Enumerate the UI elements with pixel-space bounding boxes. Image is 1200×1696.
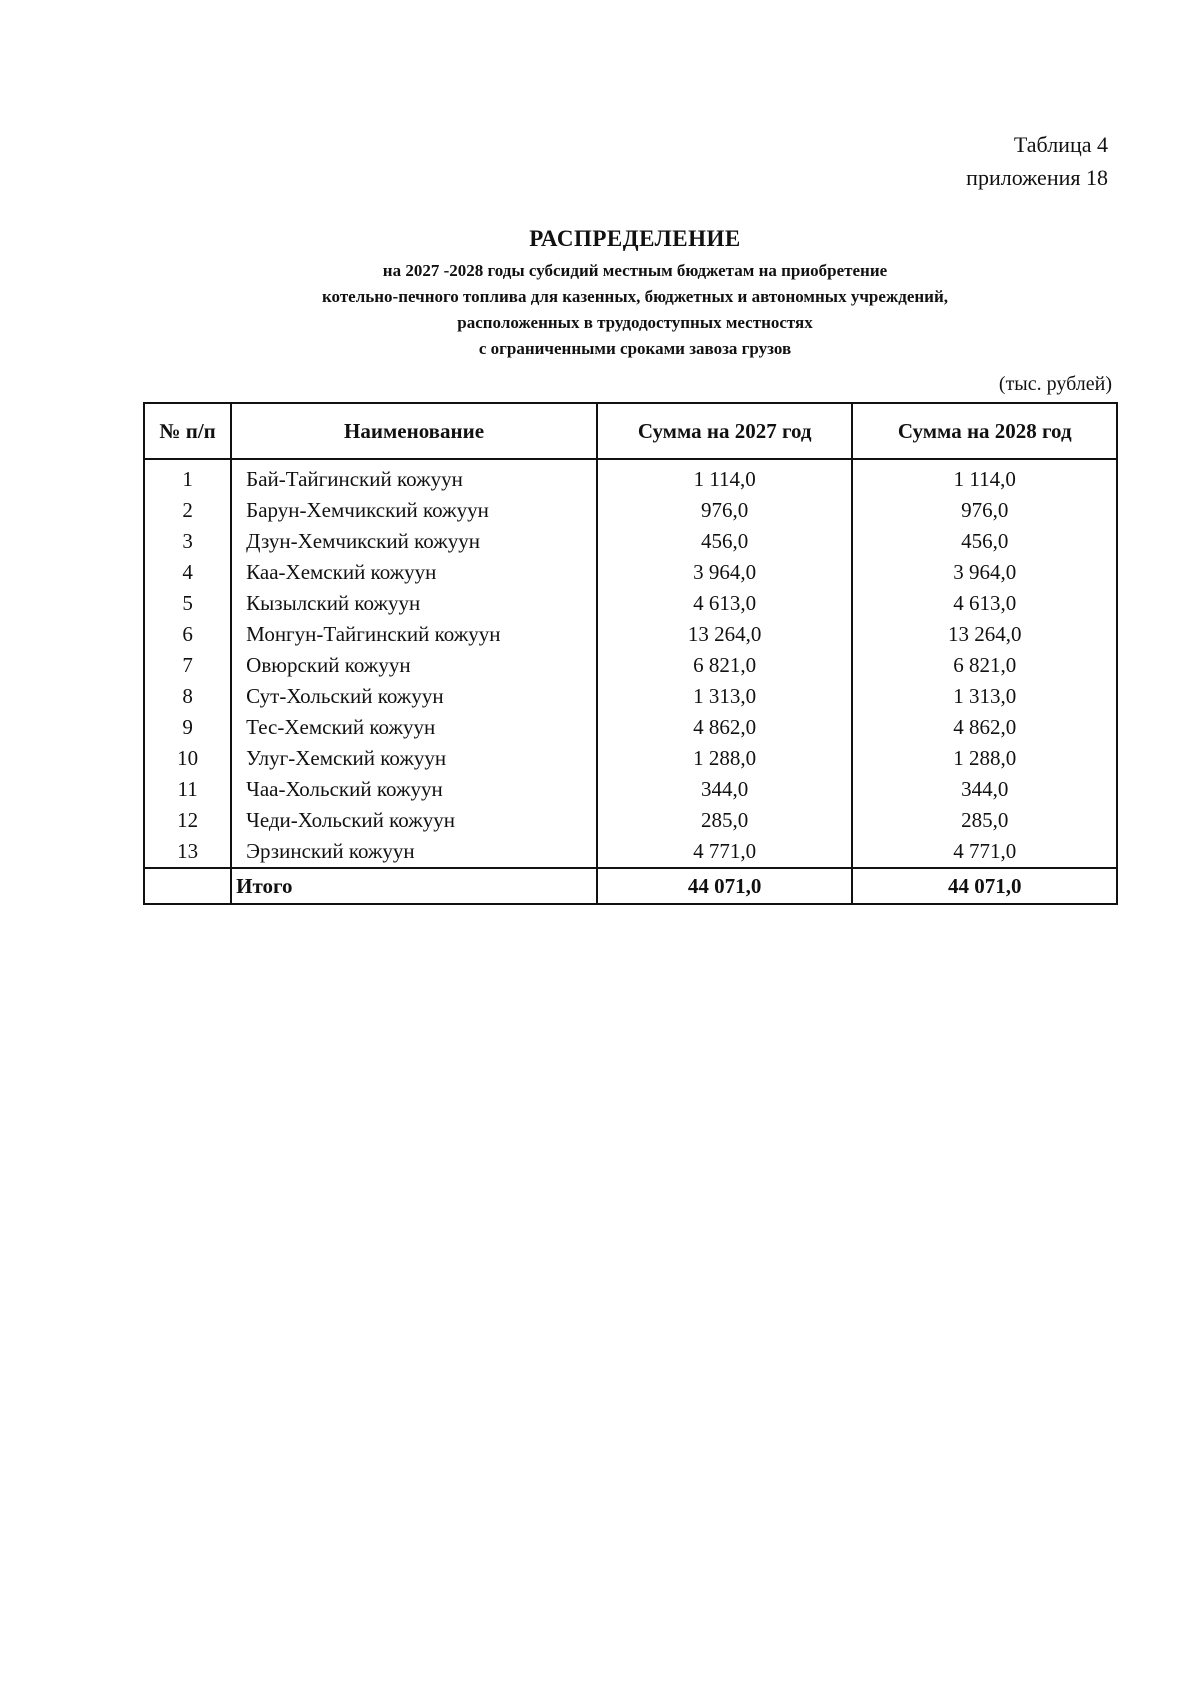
row-number: 2 bbox=[144, 495, 231, 526]
row-name: Бай-Тайгинский кожуун bbox=[231, 459, 597, 495]
column-header-2027: Сумма на 2027 год bbox=[597, 403, 853, 459]
table-row bbox=[144, 743, 1117, 774]
row-sum-2028: 344,0 bbox=[852, 774, 1117, 805]
total-number bbox=[144, 868, 231, 904]
table-body bbox=[144, 459, 1117, 904]
table-row bbox=[144, 774, 1117, 805]
document-title: РАСПРЕДЕЛЕНИЕ bbox=[529, 226, 741, 251]
row-number: 10 bbox=[144, 743, 231, 774]
row-name: Каа-Хемский кожуун bbox=[231, 557, 597, 588]
row-sum-2028: 6 821,0 bbox=[852, 650, 1117, 681]
row-sum-2028: 1 288,0 bbox=[852, 743, 1117, 774]
total-label: Итого bbox=[231, 868, 597, 904]
row-sum-2027: 3 964,0 bbox=[597, 557, 853, 588]
row-name: Монгун-Тайгинский кожуун bbox=[231, 619, 597, 650]
row-number: 8 bbox=[144, 681, 231, 712]
row-name: Тес-Хемский кожуун bbox=[231, 712, 597, 743]
row-number: 4 bbox=[144, 557, 231, 588]
subtitle-line: котельно-печного топлива для казенных, бюджетных и автономных учреждений, bbox=[321, 287, 949, 306]
column-header-2028: Сумма на 2028 год bbox=[852, 403, 1117, 459]
table-row bbox=[144, 588, 1117, 619]
row-sum-2028: 456,0 bbox=[852, 526, 1117, 557]
row-sum-2028: 4 613,0 bbox=[852, 588, 1117, 619]
row-sum-2028: 4 771,0 bbox=[852, 836, 1117, 868]
row-sum-2027: 344,0 bbox=[597, 774, 853, 805]
row-sum-2028: 285,0 bbox=[852, 805, 1117, 836]
row-number: 1 bbox=[144, 459, 231, 495]
row-name: Чаа-Хольский кожуун bbox=[231, 774, 597, 805]
row-sum-2028: 13 264,0 bbox=[852, 619, 1117, 650]
table-row bbox=[144, 712, 1117, 743]
row-sum-2027: 4 771,0 bbox=[597, 836, 853, 868]
row-name: Улуг-Хемский кожуун bbox=[231, 743, 597, 774]
row-number: 3 bbox=[144, 526, 231, 557]
table-label: Таблица 4 bbox=[1013, 132, 1108, 157]
table-row bbox=[144, 495, 1117, 526]
row-number: 11 bbox=[144, 774, 231, 805]
row-sum-2027: 1 313,0 bbox=[597, 681, 853, 712]
row-number: 13 bbox=[144, 836, 231, 868]
table-row bbox=[144, 836, 1117, 868]
table-row bbox=[144, 459, 1117, 495]
row-sum-2027: 4 613,0 bbox=[597, 588, 853, 619]
row-number: 7 bbox=[144, 650, 231, 681]
row-sum-2028: 4 862,0 bbox=[852, 712, 1117, 743]
table-row bbox=[144, 619, 1117, 650]
table-reference bbox=[966, 128, 1108, 194]
row-name: Кызылский кожуун bbox=[231, 588, 597, 619]
row-sum-2027: 13 264,0 bbox=[597, 619, 853, 650]
row-sum-2027: 1 288,0 bbox=[597, 743, 853, 774]
row-sum-2027: 4 862,0 bbox=[597, 712, 853, 743]
row-name: Барун-Хемчикский кожуун bbox=[231, 495, 597, 526]
table-row bbox=[144, 805, 1117, 836]
subtitle-line: расположенных в трудодоступных местностях bbox=[457, 313, 813, 332]
row-number: 5 bbox=[144, 588, 231, 619]
row-sum-2028: 1 313,0 bbox=[852, 681, 1117, 712]
distribution-table bbox=[143, 402, 1118, 905]
total-sum-2027: 44 071,0 bbox=[597, 868, 853, 904]
row-sum-2028: 976,0 bbox=[852, 495, 1117, 526]
document-subtitle bbox=[0, 258, 1200, 362]
table-row bbox=[144, 681, 1117, 712]
row-sum-2027: 6 821,0 bbox=[597, 650, 853, 681]
row-sum-2028: 3 964,0 bbox=[852, 557, 1117, 588]
table-row bbox=[144, 557, 1117, 588]
table-header-row bbox=[144, 403, 1117, 459]
row-name: Дзун-Хемчикский кожуун bbox=[231, 526, 597, 557]
row-sum-2027: 976,0 bbox=[597, 495, 853, 526]
subtitle-line: на 2027 -2028 годы субсидий местным бюджетам на приобретение bbox=[382, 261, 888, 280]
subtitle-line: с ограниченными сроками завоза грузов bbox=[478, 339, 792, 358]
row-sum-2027: 456,0 bbox=[597, 526, 853, 557]
column-header-name: Наименование bbox=[231, 403, 597, 459]
column-header-number: № п/п bbox=[144, 403, 231, 459]
total-row bbox=[144, 868, 1117, 904]
row-name: Сут-Хольский кожуун bbox=[231, 681, 597, 712]
row-name: Чеди-Хольский кожуун bbox=[231, 805, 597, 836]
row-number: 9 bbox=[144, 712, 231, 743]
row-name: Эрзинский кожуун bbox=[231, 836, 597, 868]
row-sum-2027: 1 114,0 bbox=[597, 459, 853, 495]
row-sum-2027: 285,0 bbox=[597, 805, 853, 836]
appendix-label: приложения 18 bbox=[966, 165, 1108, 190]
row-name: Овюрский кожуун bbox=[231, 650, 597, 681]
row-number: 6 bbox=[144, 619, 231, 650]
table-row bbox=[144, 650, 1117, 681]
table-row bbox=[144, 526, 1117, 557]
total-sum-2028: 44 071,0 bbox=[852, 868, 1117, 904]
units-label: (тыс. рублей) bbox=[998, 373, 1112, 395]
row-sum-2028: 1 114,0 bbox=[852, 459, 1117, 495]
row-number: 12 bbox=[144, 805, 231, 836]
